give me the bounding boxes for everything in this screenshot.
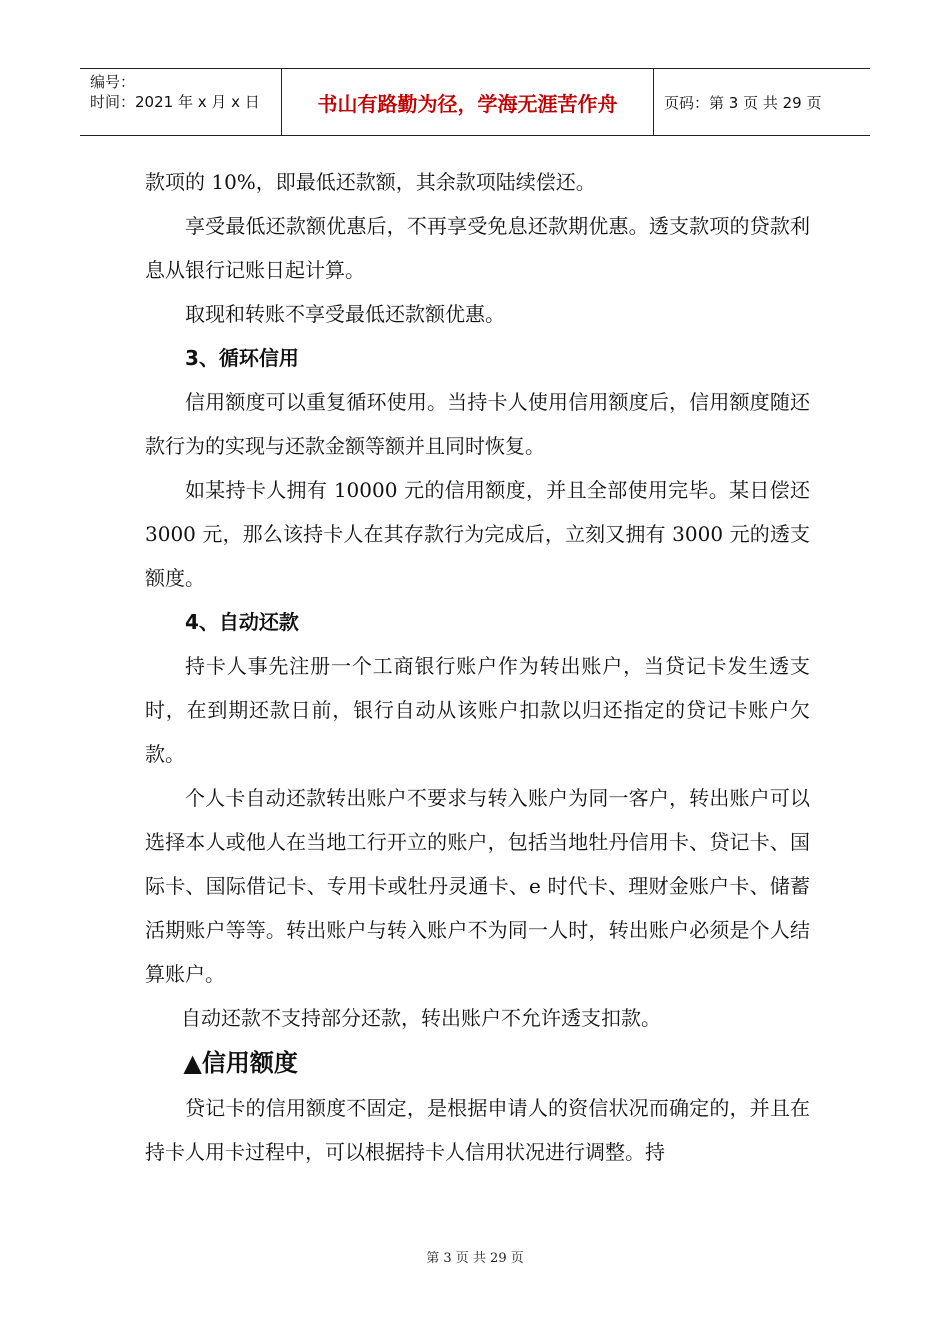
- paragraph-1: 款项的 10%，即最低还款额，其余款项陆续偿还。: [145, 170, 596, 194]
- page-header: [80, 68, 870, 136]
- header-page-info: 页码：第 3 页 共 29 页: [664, 93, 822, 112]
- paragraph-3: 取现和转账不享受最低还款额优惠。: [185, 302, 505, 326]
- section-heading-credit-limit: ▲信用额度: [183, 1049, 298, 1077]
- page-footer: 第 3 页 共 29 页: [426, 1251, 524, 1266]
- paragraph-6: 持卡人事先注册一个工商银行账户作为转出账户，当贷记卡发生透支时，在到期还款日前，银行自动从该账户扣款以归还指定的贷记卡账户欠款。: [145, 654, 810, 766]
- paragraph-8: 自动还款不支持部分还款，转出账户不允许透支扣款。: [181, 1006, 661, 1030]
- paragraph-9: 贷记卡的信用额度不固定，是根据申请人的资信状况而确定的，并且在持卡人用卡过程中，可以根据持卡人信用状况进行调整。持: [145, 1096, 810, 1164]
- paragraph-2: 享受最低还款额优惠后，不再享受免息还款期优惠。透支款项的贷款利息从银行记账日起计算。: [145, 214, 810, 282]
- section-heading-auto-repayment: 4、自动还款: [185, 610, 299, 634]
- serial-number-label: 编号：: [90, 73, 136, 91]
- document-body: [145, 160, 810, 1174]
- header-meta: [80, 69, 282, 135]
- paragraph-7: 个人卡自动还款转出账户不要求与转入账户为同一客户，转出账户可以选择本人或他人在当地工行开立的账户，包括当地牡丹信用卡、贷记卡、国际卡、国际借记卡、专用卡或牡丹灵通卡、e 时代卡、理财金账户卡、储蓄活期账户等等。转出账户与转入账户不为同一人时，转出账户必须是个人结算账户。: [145, 786, 810, 986]
- paragraph-4: 信用额度可以重复循环使用。当持卡人使用信用额度后，信用额度随还款行为的实现与还款金额等额并且同时恢复。: [145, 390, 810, 458]
- date-label: 时间：2021 年 x 月 x 日: [90, 93, 260, 111]
- paragraph-5: 如某持卡人拥有 10000 元的信用额度，并且全部使用完毕。某日偿还 3000 元，那么该持卡人在其存款行为完成后，立刻又拥有 3000 元的透支额度。: [145, 478, 810, 590]
- header-motto: 书山有路勤为径，学海无涯苦作舟: [282, 69, 654, 135]
- section-heading-revolving-credit: 3、循环信用: [185, 346, 299, 370]
